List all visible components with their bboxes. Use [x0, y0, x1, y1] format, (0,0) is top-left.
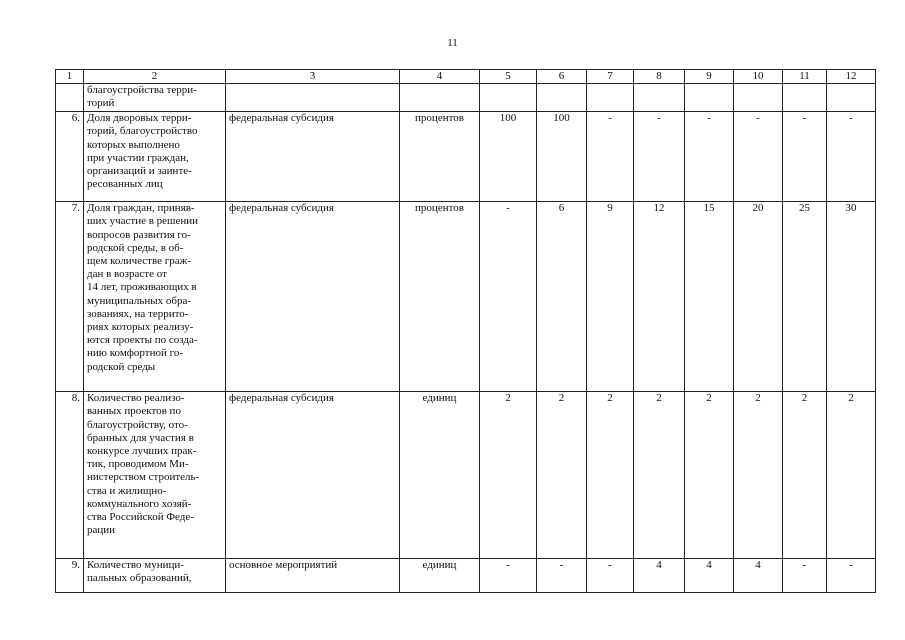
- column-header: 3: [226, 70, 400, 84]
- indicator-value: 30: [827, 202, 876, 392]
- indicator-value: [734, 84, 783, 112]
- indicator-name-line: пальных образований,: [87, 572, 192, 585]
- column-header: 10: [734, 70, 783, 84]
- indicator-value: 12: [634, 202, 685, 392]
- funding-source: федеральная субсидия: [226, 112, 400, 202]
- indicator-value: 20: [734, 202, 783, 392]
- indicator-value: 2: [634, 392, 685, 559]
- indicator-value: [480, 84, 537, 112]
- indicator-value: 4: [634, 559, 685, 593]
- column-header: 5: [480, 70, 537, 84]
- indicator-name-line: рации: [87, 524, 116, 537]
- column-header: 7: [587, 70, 634, 84]
- indicator-value: -: [734, 112, 783, 202]
- indicator-name-line: бранных для участия в: [87, 431, 194, 444]
- funding-source: федеральная субсидия: [226, 392, 400, 559]
- indicator-name-line: Доля дворовых терри-: [87, 112, 192, 125]
- indicator-value: -: [783, 112, 827, 202]
- indicator-name-line: ванных проектов по: [87, 405, 181, 418]
- indicator-value: 2: [480, 392, 537, 559]
- indicators-table: [55, 69, 876, 593]
- indicator-name-line: нистерством строитель-: [87, 471, 200, 484]
- indicator-value: -: [685, 112, 734, 202]
- row-number: 9.: [56, 559, 84, 593]
- indicator-value: -: [587, 559, 634, 593]
- indicator-value: [634, 84, 685, 112]
- indicator-name-line: торий, благоустройство: [87, 125, 198, 138]
- column-header: 9: [685, 70, 734, 84]
- indicator-value: -: [783, 559, 827, 593]
- column-header: 11: [783, 70, 827, 84]
- indicator-value: 2: [783, 392, 827, 559]
- indicator-name-line: Доля граждан, приняв-: [87, 202, 195, 215]
- indicator-value: [537, 84, 587, 112]
- page-number: 11: [447, 37, 458, 49]
- table-row: [56, 202, 876, 392]
- indicator-value: 4: [685, 559, 734, 593]
- table-row: [56, 392, 876, 559]
- row-number: 7.: [56, 202, 84, 392]
- indicator-name-line: дан в возрасте от: [87, 268, 167, 281]
- indicator-name-line: ства и жилищно-: [87, 484, 167, 497]
- funding-source: основное мероприятий: [226, 559, 400, 593]
- column-header: 12: [827, 70, 876, 84]
- table-header-row: [56, 70, 876, 84]
- indicator-value: [685, 84, 734, 112]
- indicator-name: [84, 392, 226, 559]
- indicator-value: 2: [587, 392, 634, 559]
- indicator-value: 2: [734, 392, 783, 559]
- indicator-name-line: муниципальных обра-: [87, 294, 192, 307]
- indicator-value: -: [827, 559, 876, 593]
- indicator-name: [84, 202, 226, 392]
- unit-of-measure: процентов: [400, 112, 480, 202]
- indicator-name-line: ства Российской Феде-: [87, 511, 194, 524]
- indicator-value: [587, 84, 634, 112]
- indicator-name-line: организаций и заинте-: [87, 165, 192, 178]
- indicator-name-line: Количество муници-: [87, 559, 184, 572]
- indicator-value: 4: [734, 559, 783, 593]
- indicator-name-line: зованиях, на террито-: [87, 307, 189, 320]
- funding-source: федеральная субсидия: [226, 202, 400, 392]
- indicator-value: 2: [827, 392, 876, 559]
- indicator-name-line: вопросов развития го-: [87, 228, 191, 241]
- column-header: 1: [56, 70, 84, 84]
- indicator-name-line: риях которых реализу-: [87, 321, 194, 334]
- row-number: [56, 84, 84, 112]
- indicator-value: 25: [783, 202, 827, 392]
- indicator-value: [783, 84, 827, 112]
- row-number: 6.: [56, 112, 84, 202]
- indicator-value: 2: [685, 392, 734, 559]
- indicator-value: -: [537, 559, 587, 593]
- indicator-name-line: благоустройству, ото-: [87, 418, 188, 431]
- unit-of-measure: процентов: [400, 202, 480, 392]
- indicator-value: -: [480, 202, 537, 392]
- indicator-value: -: [827, 112, 876, 202]
- indicator-name-line: ресованных лиц: [87, 178, 163, 191]
- indicator-name-line: конкурсе лучших прак-: [87, 445, 197, 458]
- indicator-name-line: тик, проводимом Ми-: [87, 458, 189, 471]
- column-header: 6: [537, 70, 587, 84]
- indicator-name: [84, 84, 226, 112]
- indicator-name-line: благоустройства терри-: [87, 84, 197, 97]
- table-row: [56, 112, 876, 202]
- indicator-value: -: [587, 112, 634, 202]
- indicator-value: -: [480, 559, 537, 593]
- table-row: [56, 84, 876, 112]
- unit-of-measure: [400, 84, 480, 112]
- indicator-value: 100: [537, 112, 587, 202]
- indicator-value: 2: [537, 392, 587, 559]
- indicator-name-line: щем количестве граж-: [87, 255, 191, 268]
- row-number: 8.: [56, 392, 84, 559]
- column-header: 4: [400, 70, 480, 84]
- indicator-name-line: нию комфортной го-: [87, 347, 183, 360]
- indicator-name-line: ших участие в решении: [87, 215, 199, 228]
- indicator-name-line: торий: [87, 97, 115, 110]
- indicator-name: [84, 112, 226, 202]
- indicator-name-line: при участии граждан,: [87, 151, 189, 164]
- indicator-name-line: родской среды: [87, 360, 156, 373]
- indicator-name-line: Количество реализо-: [87, 392, 185, 405]
- column-header: 2: [84, 70, 226, 84]
- indicator-name-line: ются проекты по созда-: [87, 334, 198, 347]
- indicator-value: 100: [480, 112, 537, 202]
- indicator-value: [827, 84, 876, 112]
- indicator-value: 9: [587, 202, 634, 392]
- column-header: 8: [634, 70, 685, 84]
- indicator-name-line: 14 лет, проживающих в: [87, 281, 197, 294]
- indicator-value: 15: [685, 202, 734, 392]
- table-row: [56, 559, 876, 593]
- indicator-name-line: коммунального хозяй-: [87, 497, 192, 510]
- indicator-name: [84, 559, 226, 593]
- indicator-name-line: родской среды, в об-: [87, 241, 184, 254]
- indicator-value: -: [634, 112, 685, 202]
- indicator-name-line: которых выполнено: [87, 138, 180, 151]
- funding-source: [226, 84, 400, 112]
- indicator-value: 6: [537, 202, 587, 392]
- unit-of-measure: единиц: [400, 392, 480, 559]
- unit-of-measure: единиц: [400, 559, 480, 593]
